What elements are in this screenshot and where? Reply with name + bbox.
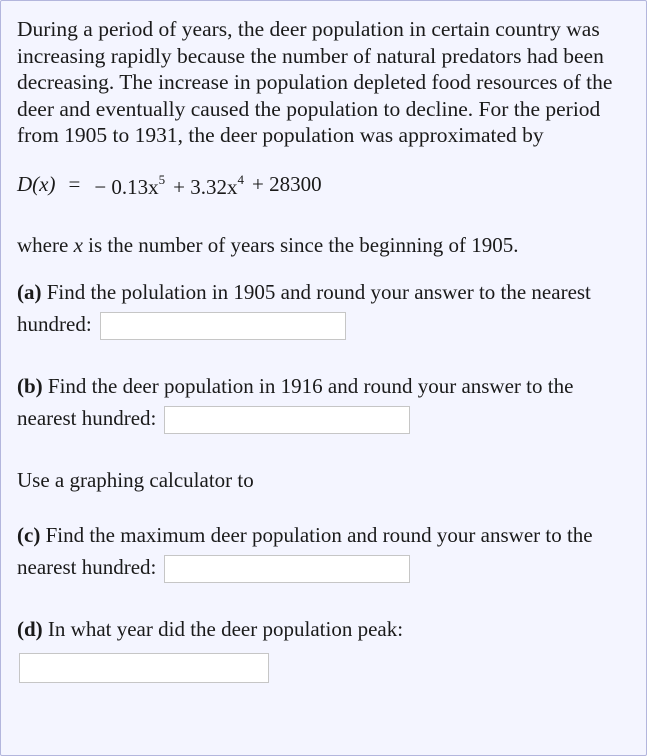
answer-a-input[interactable]: [100, 312, 346, 340]
question-b-text: Find the deer population in 1916 and round your answer to the nearest hundred:: [17, 373, 574, 430]
problem-content: [17, 16, 629, 683]
question-a-label: (a): [17, 279, 42, 304]
question-d-text: In what year did the deer population peak:: [42, 617, 404, 642]
formula-term-1: − $0.13x^5$: [94, 171, 166, 199]
question-a: [17, 276, 629, 340]
variable-definition: where x is the number of years since the beginning of 1905.: [17, 232, 519, 257]
question-b: [17, 370, 629, 434]
question-d: [17, 613, 629, 645]
calculator-instruction: Use a graphing calculator to: [17, 467, 254, 492]
answer-c-input[interactable]: [164, 555, 410, 583]
question-c-label: (c): [17, 522, 41, 547]
question-c: [17, 519, 629, 583]
formula-term-3: + 28300: [252, 172, 322, 196]
formula-equals: =: [68, 172, 81, 196]
problem-intro: During a period of years, the deer population in certain country was increasing rapidly because the number of natural predators had been decreasing. The increase in population depleted food resources of the deer and eventually caused the population to decline. For the period from 1905 to 1931, the deer population was approximated by: [17, 17, 613, 147]
question-b-label: (b): [17, 373, 43, 398]
answer-b-input[interactable]: [164, 406, 410, 434]
question-d-label: (d): [17, 617, 43, 642]
question-a-text: Find the polulation in 1905 and round your answer to the nearest hundred:: [17, 279, 591, 336]
answer-d-input[interactable]: [19, 653, 269, 683]
formula-lhs: D(x): [17, 172, 56, 196]
population-formula: [17, 167, 629, 202]
question-c-text: Find the maximum deer population and round your answer to the nearest hundred:: [17, 522, 593, 579]
formula-term-2: + $3.32x^4$: [173, 171, 245, 199]
